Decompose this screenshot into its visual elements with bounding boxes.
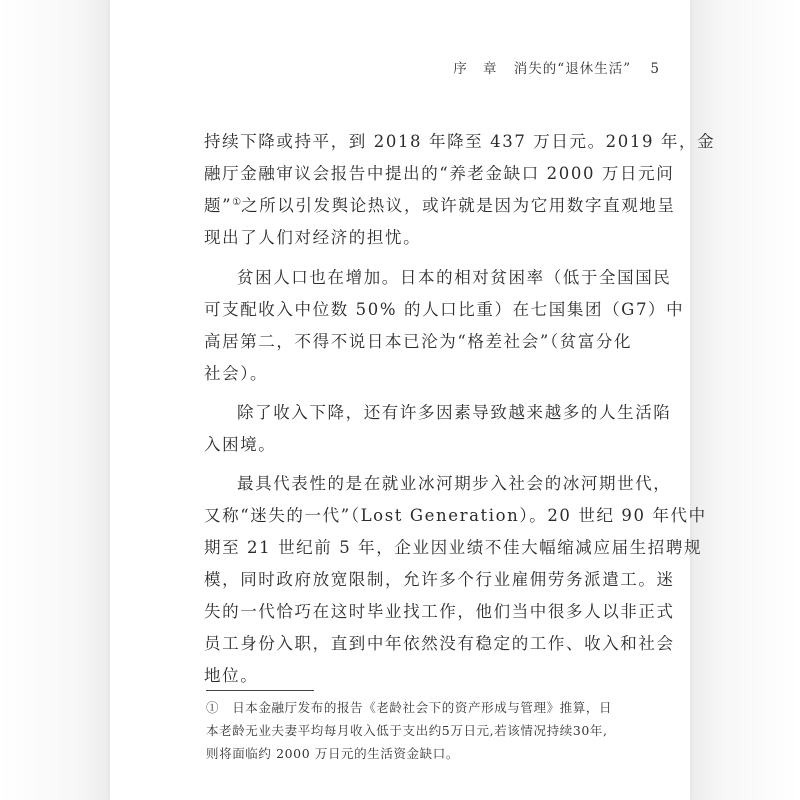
body-line: 模，同时政府放宽限制，允许多个行业雇佣劳务派遣工。迷 <box>204 570 675 589</box>
footnote-line: ① 日本金融厅发布的报告《老龄社会下的资产形成与管理》推算，日 <box>206 700 613 715</box>
footnote-marker[interactable]: ① <box>232 197 242 208</box>
body-line: 地位。 <box>204 666 259 685</box>
running-head <box>453 57 660 77</box>
body-line: 高居第二，不得不说日本已沦为“格差社会”（贫富分化 <box>204 332 633 351</box>
paragraph-start-line: 除了收入下降，还有许多因素导致越来越多的人生活陷 <box>237 403 672 422</box>
page-number: 5 <box>650 61 660 77</box>
book-page <box>110 0 716 800</box>
body-line: 持续下降或持平，到 2018 年降至 437 万日元。2019 年，金 <box>204 132 716 151</box>
body-line: 融厅金融审议会报告中提出的“养老金缺口 2000 万日元问 <box>204 164 675 183</box>
right-page-edge <box>690 0 800 800</box>
running-head-title: 消失的“退休生活” <box>513 61 632 77</box>
body-line: 员工身份入职，直到中年依然没有稳定的工作、收入和社会 <box>204 634 675 653</box>
body-line: 题”①之所以引发舆论热议，或许就是因为它用数字直观地呈 <box>204 196 676 215</box>
body-line: 可支配收入中位数 50% 的人口比重）在七国集团（G7）中 <box>204 300 685 319</box>
footnote-line: 本老龄无业夫妻平均每月收入低于支出约5万日元,若该情况持续30年, <box>206 723 608 738</box>
body-line: 入困境。 <box>204 435 277 454</box>
body-line: 社会）。 <box>204 364 269 383</box>
body-line: 又称“迷失的一代”（Lost Generation）。20 世纪 90 年代中 <box>204 506 707 525</box>
body-line: 期至 21 世纪前 5 年，企业因业绩不佳大幅缩减应届生招聘规 <box>204 538 703 557</box>
body-line: 失的一代恰巧在这时毕业找工作，他们当中很多人以非正式 <box>204 602 675 621</box>
running-head-chapter: 序 章 <box>453 61 503 77</box>
left-page-edge <box>0 0 110 800</box>
paragraph-start-line: 贫困人口也在增加。日本的相对贫困率（低于全国国民 <box>237 268 672 287</box>
paragraph-start-line: 最具代表性的是在就业冰河期步入社会的冰河期世代， <box>237 474 672 493</box>
body-line: 现出了人们对经济的担忧。 <box>204 228 422 247</box>
footnote-line: 则将面临约 2000 万日元的生活资金缺口。 <box>206 746 459 761</box>
footnote-divider <box>206 690 314 691</box>
